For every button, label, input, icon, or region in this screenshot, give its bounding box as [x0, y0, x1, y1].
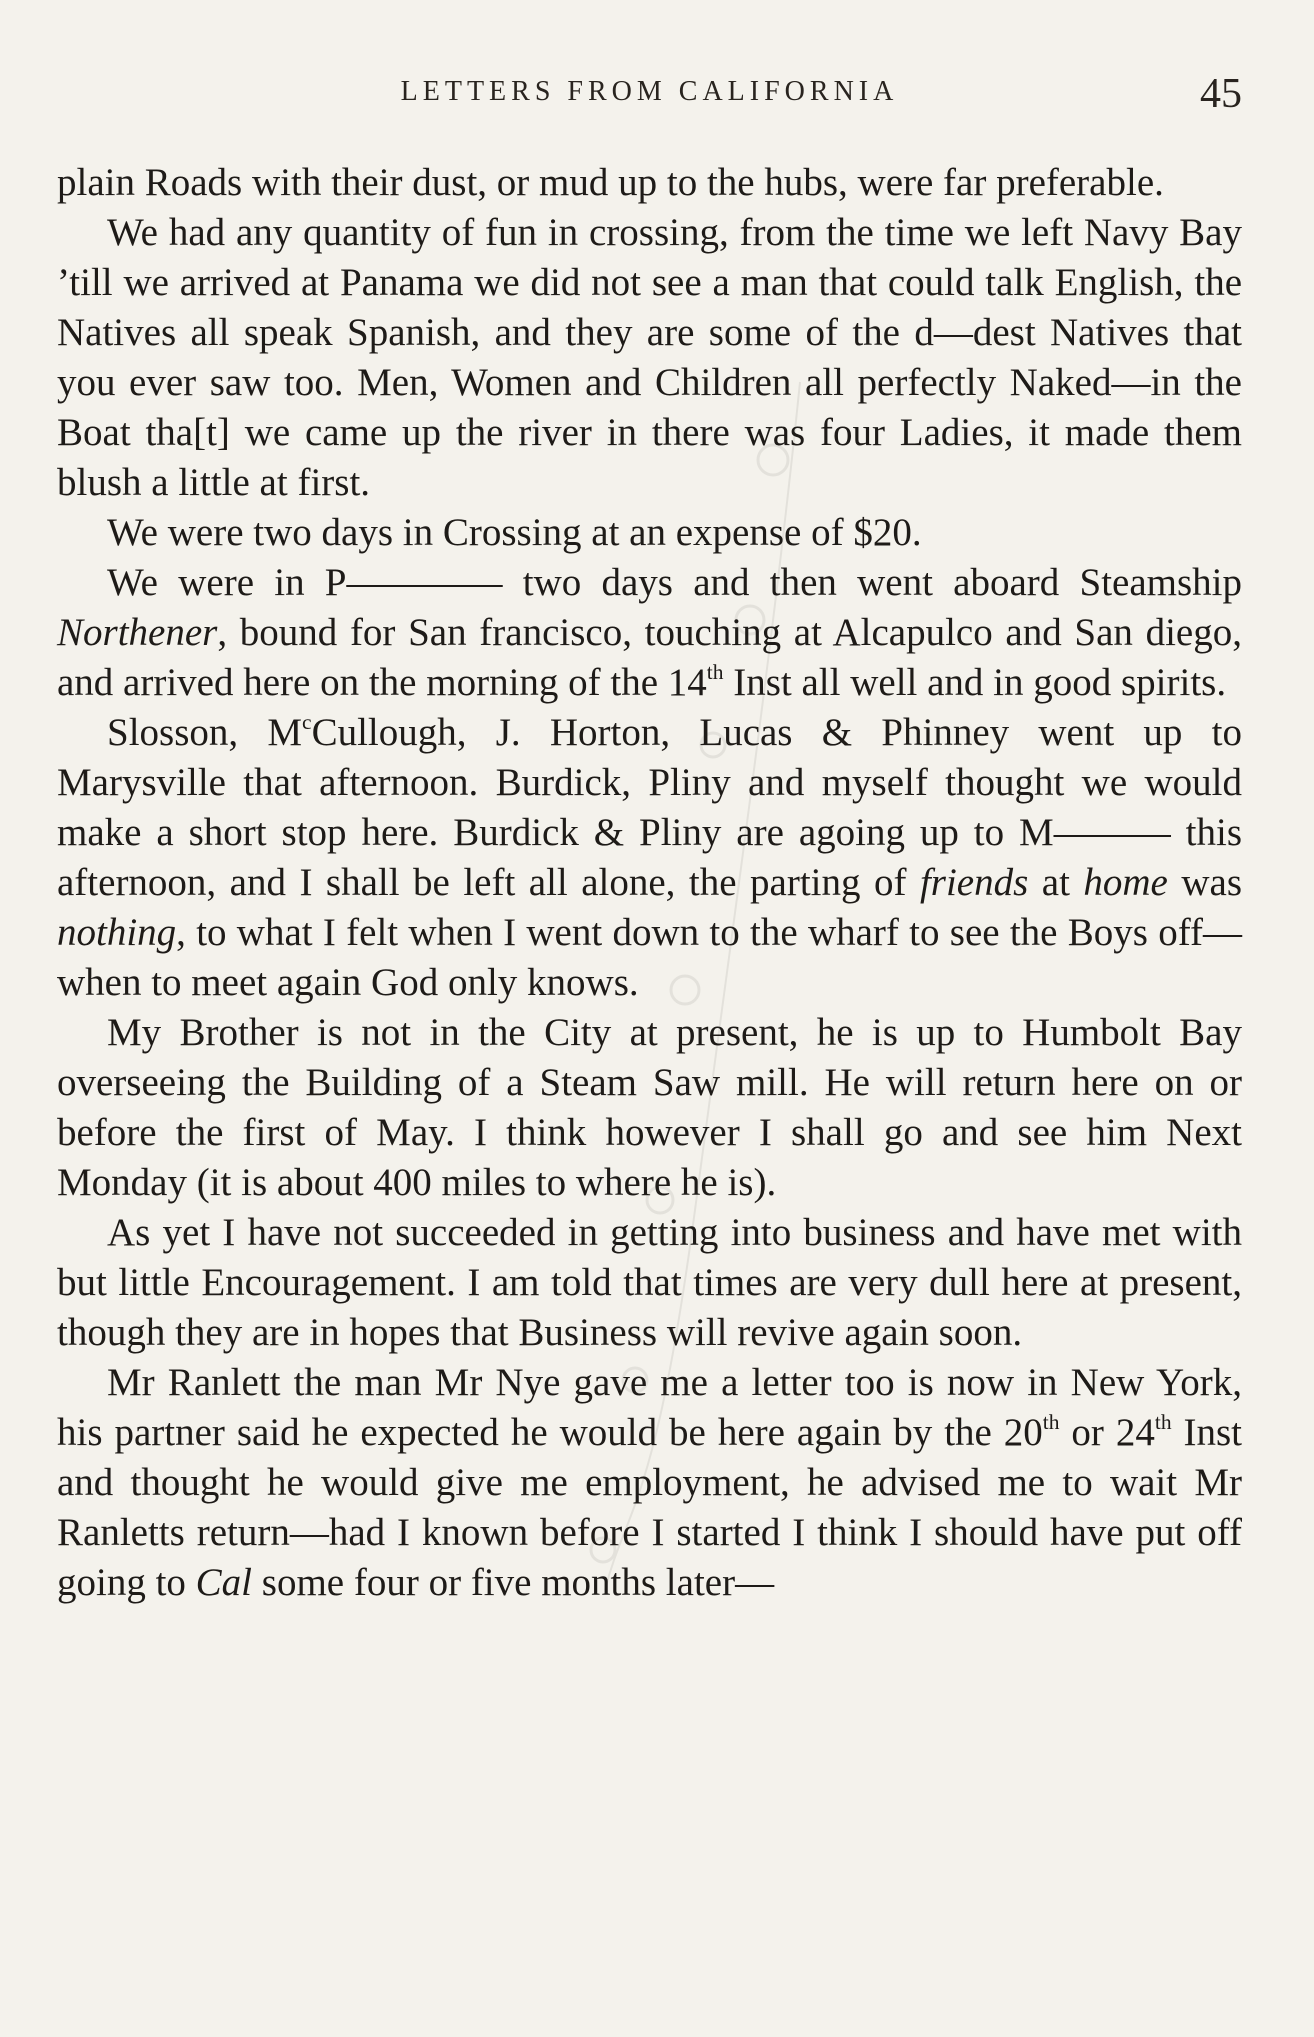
ship-name: Northener	[57, 611, 218, 654]
paragraph-1-text: plain Roads with their dust, or mud up to the hubs, were far preferable.	[57, 161, 1164, 204]
paragraph-6	[57, 1008, 1242, 1208]
paragraph-4-text-2: , bound for San francisco, touching at Alcapulco and San diego, and arrived here on the morning of the 14	[57, 611, 1242, 704]
name-superscript: c	[302, 709, 312, 734]
paragraph-5-text-3: at	[1028, 861, 1084, 904]
ordinal-suffix-2: th	[1154, 1409, 1172, 1434]
ordinal-suffix: th	[706, 659, 724, 684]
emphasis-home: home	[1083, 861, 1168, 904]
paragraph-2	[57, 208, 1242, 508]
paragraph-2-text: We had any quantity of fun in crossing, from the time we left Navy Bay ’till we arrived at Panama we did not see a man that could talk English, the Natives all speak Spanish, and they are some of the d—dest Natives that you ever saw too. Men, Women and Children all perfectly Naked—in the Boat tha[t] we came up the river in there was four Ladies, it made them blush a little at first.	[57, 211, 1242, 504]
emphasis-cal: Cal	[195, 1561, 253, 1604]
paragraph-8-text-2: or 24	[1059, 1411, 1155, 1454]
paragraph-6-text: My Brother is not in the City at present, he is up to Humbolt Bay overseeing the Building of a Steam Saw mill. He will return here on or before the first of May. I think however I shall go and see him Next Monday (it is about 400 miles to where he is).	[57, 1011, 1242, 1204]
paragraph-7-text: As yet I have not succeeded in getting into business and have met with but little Encouragement. I am told that times are very dull here at present, though they are in hopes that Business will revive again soon.	[57, 1211, 1242, 1354]
running-title: LETTERS FROM CALIFORNIA	[400, 76, 899, 107]
paragraph-1	[57, 158, 1242, 208]
ordinal-suffix-1: th	[1042, 1409, 1060, 1434]
letter-text	[57, 158, 1242, 1608]
emphasis-nothing: nothing	[57, 911, 177, 954]
running-head	[57, 70, 1242, 120]
paragraph-7	[57, 1208, 1242, 1358]
emphasis-friends: friends	[919, 861, 1029, 904]
paragraph-5	[57, 708, 1242, 1008]
paragraph-4	[57, 558, 1242, 708]
paragraph-5-text-2: Cullough, J. Horton, Lucas & Phinney went up to Marysville that afternoon. Burdick, Pliny and myself thought we would make a short stop here. Burdick & Pliny are agoing up to M——— this afternoon, and I shall be left all alone, the parting of	[57, 711, 1242, 904]
paragraph-5-text-4: was	[1167, 861, 1243, 904]
paragraph-5-text-1: Slosson, M	[107, 711, 303, 754]
paragraph-4-text-1: We were in P———— two days and then went aboard Steamship	[107, 561, 1242, 604]
paragraph-3-text: We were two days in Crossing at an expense of $20.	[107, 511, 922, 554]
paragraph-8-text-3: Inst and thought he would give me employment, he advised me to wait Mr Ranletts return—had I known before I started I think I should have put off going to	[57, 1411, 1242, 1604]
paragraph-5-text-5: , to what I felt when I went down to the wharf to see the Boys off—when to meet again God only knows.	[57, 911, 1242, 1004]
paragraph-3	[57, 508, 1242, 558]
paragraph-4-text-3: Inst all well and in good spirits.	[723, 661, 1227, 704]
paragraph-8-text-4: some four or five months later—	[252, 1561, 775, 1604]
page-number: 45	[1200, 71, 1242, 117]
paragraph-8-text-1: Mr Ranlett the man Mr Nye gave me a letter too is now in New York, his partner said he expected he would be here again by the 20	[57, 1361, 1242, 1454]
paragraph-8	[57, 1358, 1242, 1608]
